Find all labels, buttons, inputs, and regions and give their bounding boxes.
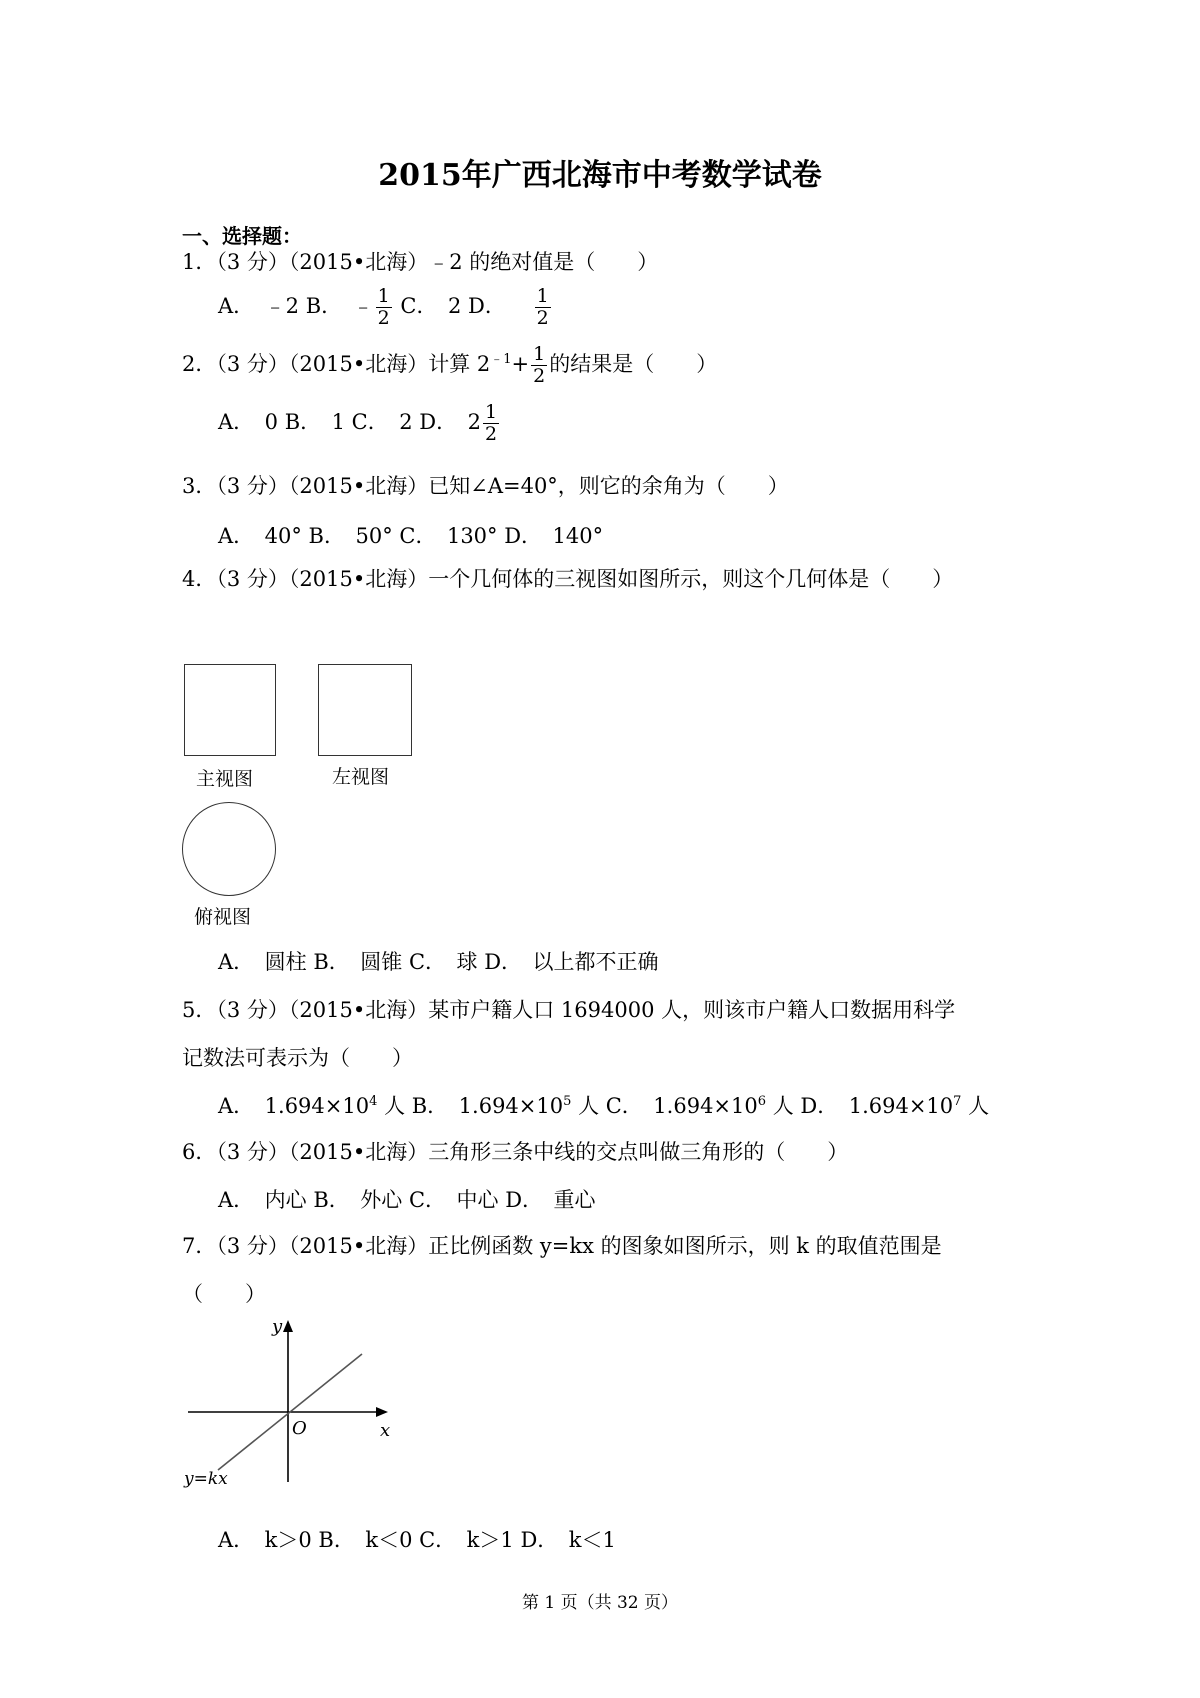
- y-axis-arrow: [283, 1320, 293, 1332]
- question-5-stem-line1: 5．（3 分）（2015•北海）某市户籍人口 1694000 人，则该市户籍人口数据用科学: [182, 998, 956, 1022]
- question-1-stem: 1．（3 分）（2015•北海）﹣2 的绝对值是（ ）: [182, 250, 659, 274]
- x-axis-arrow: [376, 1407, 388, 1417]
- question-3-options: A． 40° B． 50° C． 130° D． 140°: [218, 524, 604, 548]
- question-6-options: A． 内心 B． 外心 C． 中心 D． 重心: [218, 1188, 596, 1212]
- q2-fraction-d: $\frac{1}{2}$: [484, 401, 498, 445]
- q2-fraction: $\frac{1}{2}$: [533, 343, 546, 387]
- left-view-square: [318, 664, 412, 756]
- x-axis-label: x: [380, 1420, 391, 1441]
- section-heading: 一、选择题：: [182, 224, 302, 248]
- question-6-stem: 6．（3 分）（2015•北海）三角形三条中线的交点叫做三角形的（ ）: [182, 1140, 849, 1164]
- function-graph: [180, 1312, 410, 1492]
- question-7-options: A． k＞0 B． k＜0 C． k＞1 D． k＜1: [218, 1528, 616, 1552]
- question-2-stem: 2．（3 分）（2015•北海）计算 $2^{﹣1}+$ $\frac{1}{2}$ 的结果是（ ）: [182, 343, 718, 387]
- q1-fraction-d: $\frac{1}{2}$: [536, 285, 549, 329]
- q1-minus: ﹣: [352, 294, 374, 318]
- left-view-label: 左视图: [332, 766, 390, 788]
- question-1-options: [218, 286, 553, 329]
- q1-option-a: A． ﹣2 B．: [218, 294, 353, 318]
- q1-option-c: C． 2 D．: [400, 294, 506, 318]
- top-view-circle: [182, 802, 276, 896]
- page-title: 2015年广西北海市中考数学试卷: [378, 158, 822, 193]
- top-view-label: 俯视图: [194, 906, 252, 928]
- question-3-stem: 3．（3 分）（2015•北海）已知∠A=40°，则它的余角为（ ）: [182, 474, 789, 498]
- question-4-stem: 4．（3 分）（2015•北海）一个几何体的三视图如图所示，则这个几何体是（ ）: [182, 567, 954, 591]
- question-2-options: A． 0 B． 1 C． 2 D． 2 $\frac{1}{2}$: [218, 401, 498, 445]
- page-footer: 第 1 页（共 32 页）: [521, 1593, 679, 1613]
- q1-fraction-b: $\frac{1}{2}$: [377, 285, 390, 329]
- question-7-stem-line2: （ ）: [182, 1282, 266, 1306]
- y-axis-label: y: [272, 1316, 283, 1337]
- question-7-stem-line1: 7．（3 分）（2015•北海）正比例函数 y=kx 的图象如图所示，则 k 的取值范围是: [182, 1234, 942, 1258]
- line-label: y=kx: [184, 1469, 228, 1489]
- front-view-label: 主视图: [196, 768, 254, 790]
- front-view-square: [184, 664, 276, 756]
- origin-label: O: [292, 1418, 307, 1439]
- question-5-stem-line2: 记数法可表示为（ ）: [182, 1046, 413, 1070]
- question-4-options: A． 圆柱 B． 圆锥 C． 球 D． 以上都不正确: [218, 950, 659, 974]
- question-5-options: A． $1.694\times 10^4$ 人 B． $1.694\times 10^5$ 人 C． $1.694\times 10^6$ 人 D． $1.694\times 10^7$ 人: [218, 1094, 990, 1118]
